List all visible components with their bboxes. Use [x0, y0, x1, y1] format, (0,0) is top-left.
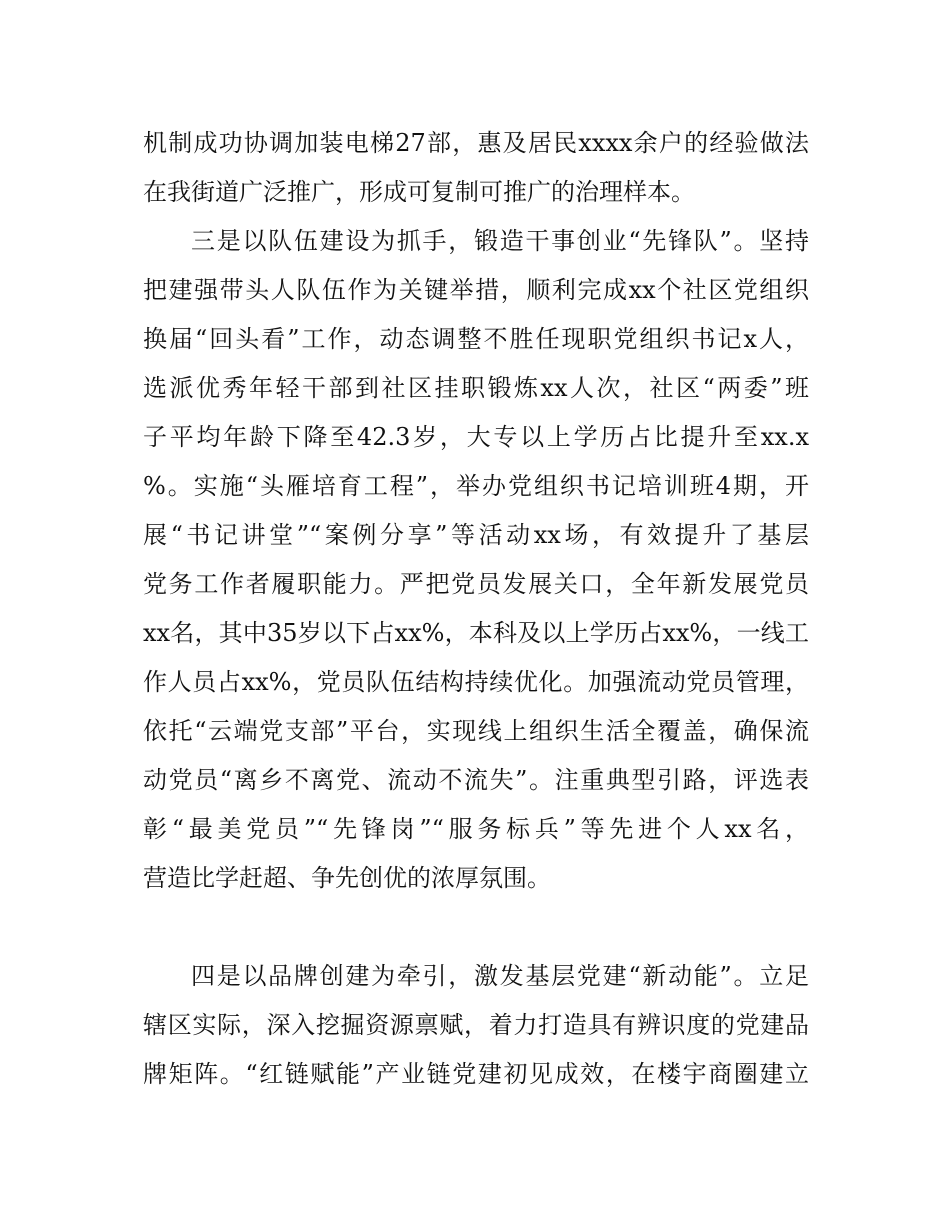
text-line: 作人员占xx%，党员队伍结构持续优化。加强流动党员管理， — [143, 668, 809, 696]
text-line: 子平均年龄下降至42.3岁，大专以上学历占比提升至xx.x — [143, 423, 809, 451]
paragraph-team-building — [143, 224, 809, 910]
text-line: 牌矩阵。“红链赋能”产业链党建初见成效，在楼宇商圈建立 — [143, 1060, 809, 1088]
text-line: 依托“云端党支部”平台，实现线上组织生活全覆盖，确保流 — [143, 717, 809, 745]
text-line: 展“书记讲堂”“案例分享”等活动xx场，有效提升了基层 — [143, 521, 809, 549]
text-line: xx名，其中35岁以下占xx%，本科及以上学历占xx%，一线工 — [143, 619, 809, 647]
document-page — [143, 126, 809, 1106]
text-line: 换届“回头看”工作，动态调整不胜任现职党组织书记x人， — [143, 325, 809, 353]
text-line: 机制成功协调加装电梯27部，惠及居民xxxx余户的经验做法 — [143, 129, 809, 157]
text-line: 把建强带头人队伍作为关键举措，顺利完成xx个社区党组织 — [143, 276, 809, 304]
text-line: 动党员“离乡不离党、流动不流失”。注重典型引路，评选表 — [143, 766, 809, 794]
paragraph-spacer — [143, 910, 809, 959]
text-line: 三是以队伍建设为抓手，锻造干事创业“先锋队”。坚持 — [191, 227, 809, 255]
text-line: 在我街道广泛推广，形成可复制可推广的治理样本。 — [143, 178, 695, 206]
text-line: 辖区实际，深入挖掘资源禀赋，着力打造具有辨识度的党建品 — [143, 1011, 809, 1039]
text-line: 彰“最美党员”“先锋岗”“服务标兵”等先进个人xx名， — [143, 815, 809, 843]
text-line: 营造比学赶超、争先创优的浓厚氛围。 — [143, 864, 551, 892]
text-line: %。实施“头雁培育工程”，举办党组织书记培训班4期，开 — [143, 472, 809, 500]
paragraph-brand-building — [143, 959, 809, 1106]
text-line: 选派优秀年轻干部到社区挂职锻炼xx人次，社区“两委”班 — [143, 374, 809, 402]
text-line: 四是以品牌创建为牵引，激发基层党建“新动能”。立足 — [191, 962, 809, 990]
paragraph-1-continued — [143, 126, 809, 224]
text-line: 党务工作者履职能力。严把党员发展关口，全年新发展党员 — [143, 570, 809, 598]
